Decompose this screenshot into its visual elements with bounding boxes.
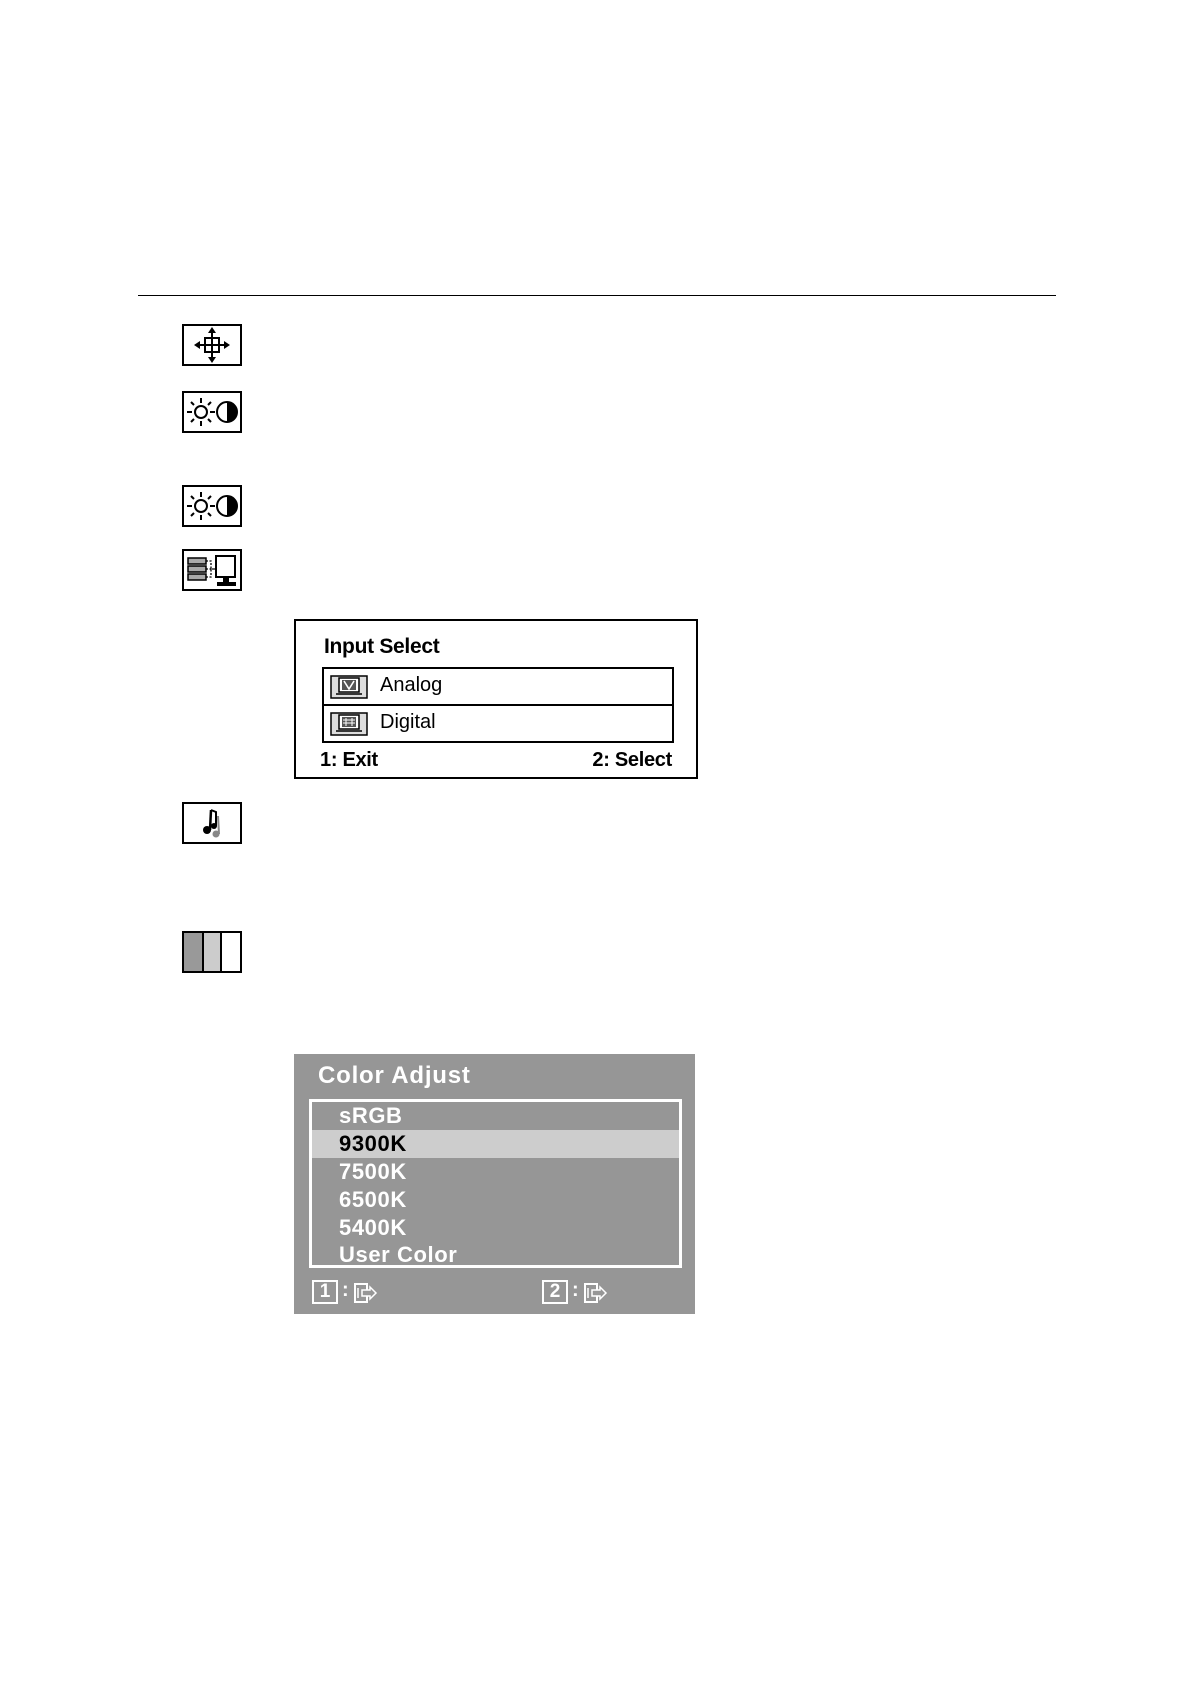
colon: : xyxy=(572,1279,579,1301)
dialog-title: Color Adjust xyxy=(318,1062,471,1089)
color-option-7500k[interactable]: 7500K xyxy=(339,1159,407,1184)
colon: : xyxy=(342,1279,349,1301)
color-adjust-icon[interactable] xyxy=(182,931,242,973)
key-2: 2 xyxy=(542,1280,568,1304)
color-adjust-dialog xyxy=(294,1054,695,1314)
select-hint: 2: Select xyxy=(592,749,672,771)
color-option-6500k[interactable]: 6500K xyxy=(339,1187,407,1212)
section-divider xyxy=(138,295,1056,296)
input-select-icon[interactable] xyxy=(182,549,242,591)
exit-icon xyxy=(354,1282,378,1304)
option-digital[interactable] xyxy=(324,706,672,741)
digital-monitor-icon xyxy=(330,712,368,741)
color-options-list xyxy=(309,1099,682,1268)
color-option-srgb[interactable]: sRGB xyxy=(339,1103,403,1128)
key-1: 1 xyxy=(312,1280,338,1304)
analog-monitor-icon xyxy=(330,675,368,704)
exit-hint: 1: Exit xyxy=(320,749,378,771)
color-option-user-color[interactable]: User Color xyxy=(339,1242,458,1267)
color-option-5400k[interactable]: 5400K xyxy=(339,1215,407,1240)
input-select-dialog xyxy=(294,619,698,779)
color-option-9300k[interactable]: 9300K xyxy=(312,1130,679,1158)
enter-icon xyxy=(584,1282,608,1304)
position-icon[interactable] xyxy=(182,324,242,366)
brightness-contrast-icon[interactable] xyxy=(182,485,242,527)
option-analog[interactable] xyxy=(324,669,672,706)
option-label: Digital xyxy=(380,711,436,733)
option-label: Analog xyxy=(380,674,443,696)
input-options-list xyxy=(322,667,674,743)
brightness-contrast-icon[interactable] xyxy=(182,391,242,433)
dialog-title: Input Select xyxy=(324,635,440,658)
audio-icon[interactable] xyxy=(182,802,242,844)
